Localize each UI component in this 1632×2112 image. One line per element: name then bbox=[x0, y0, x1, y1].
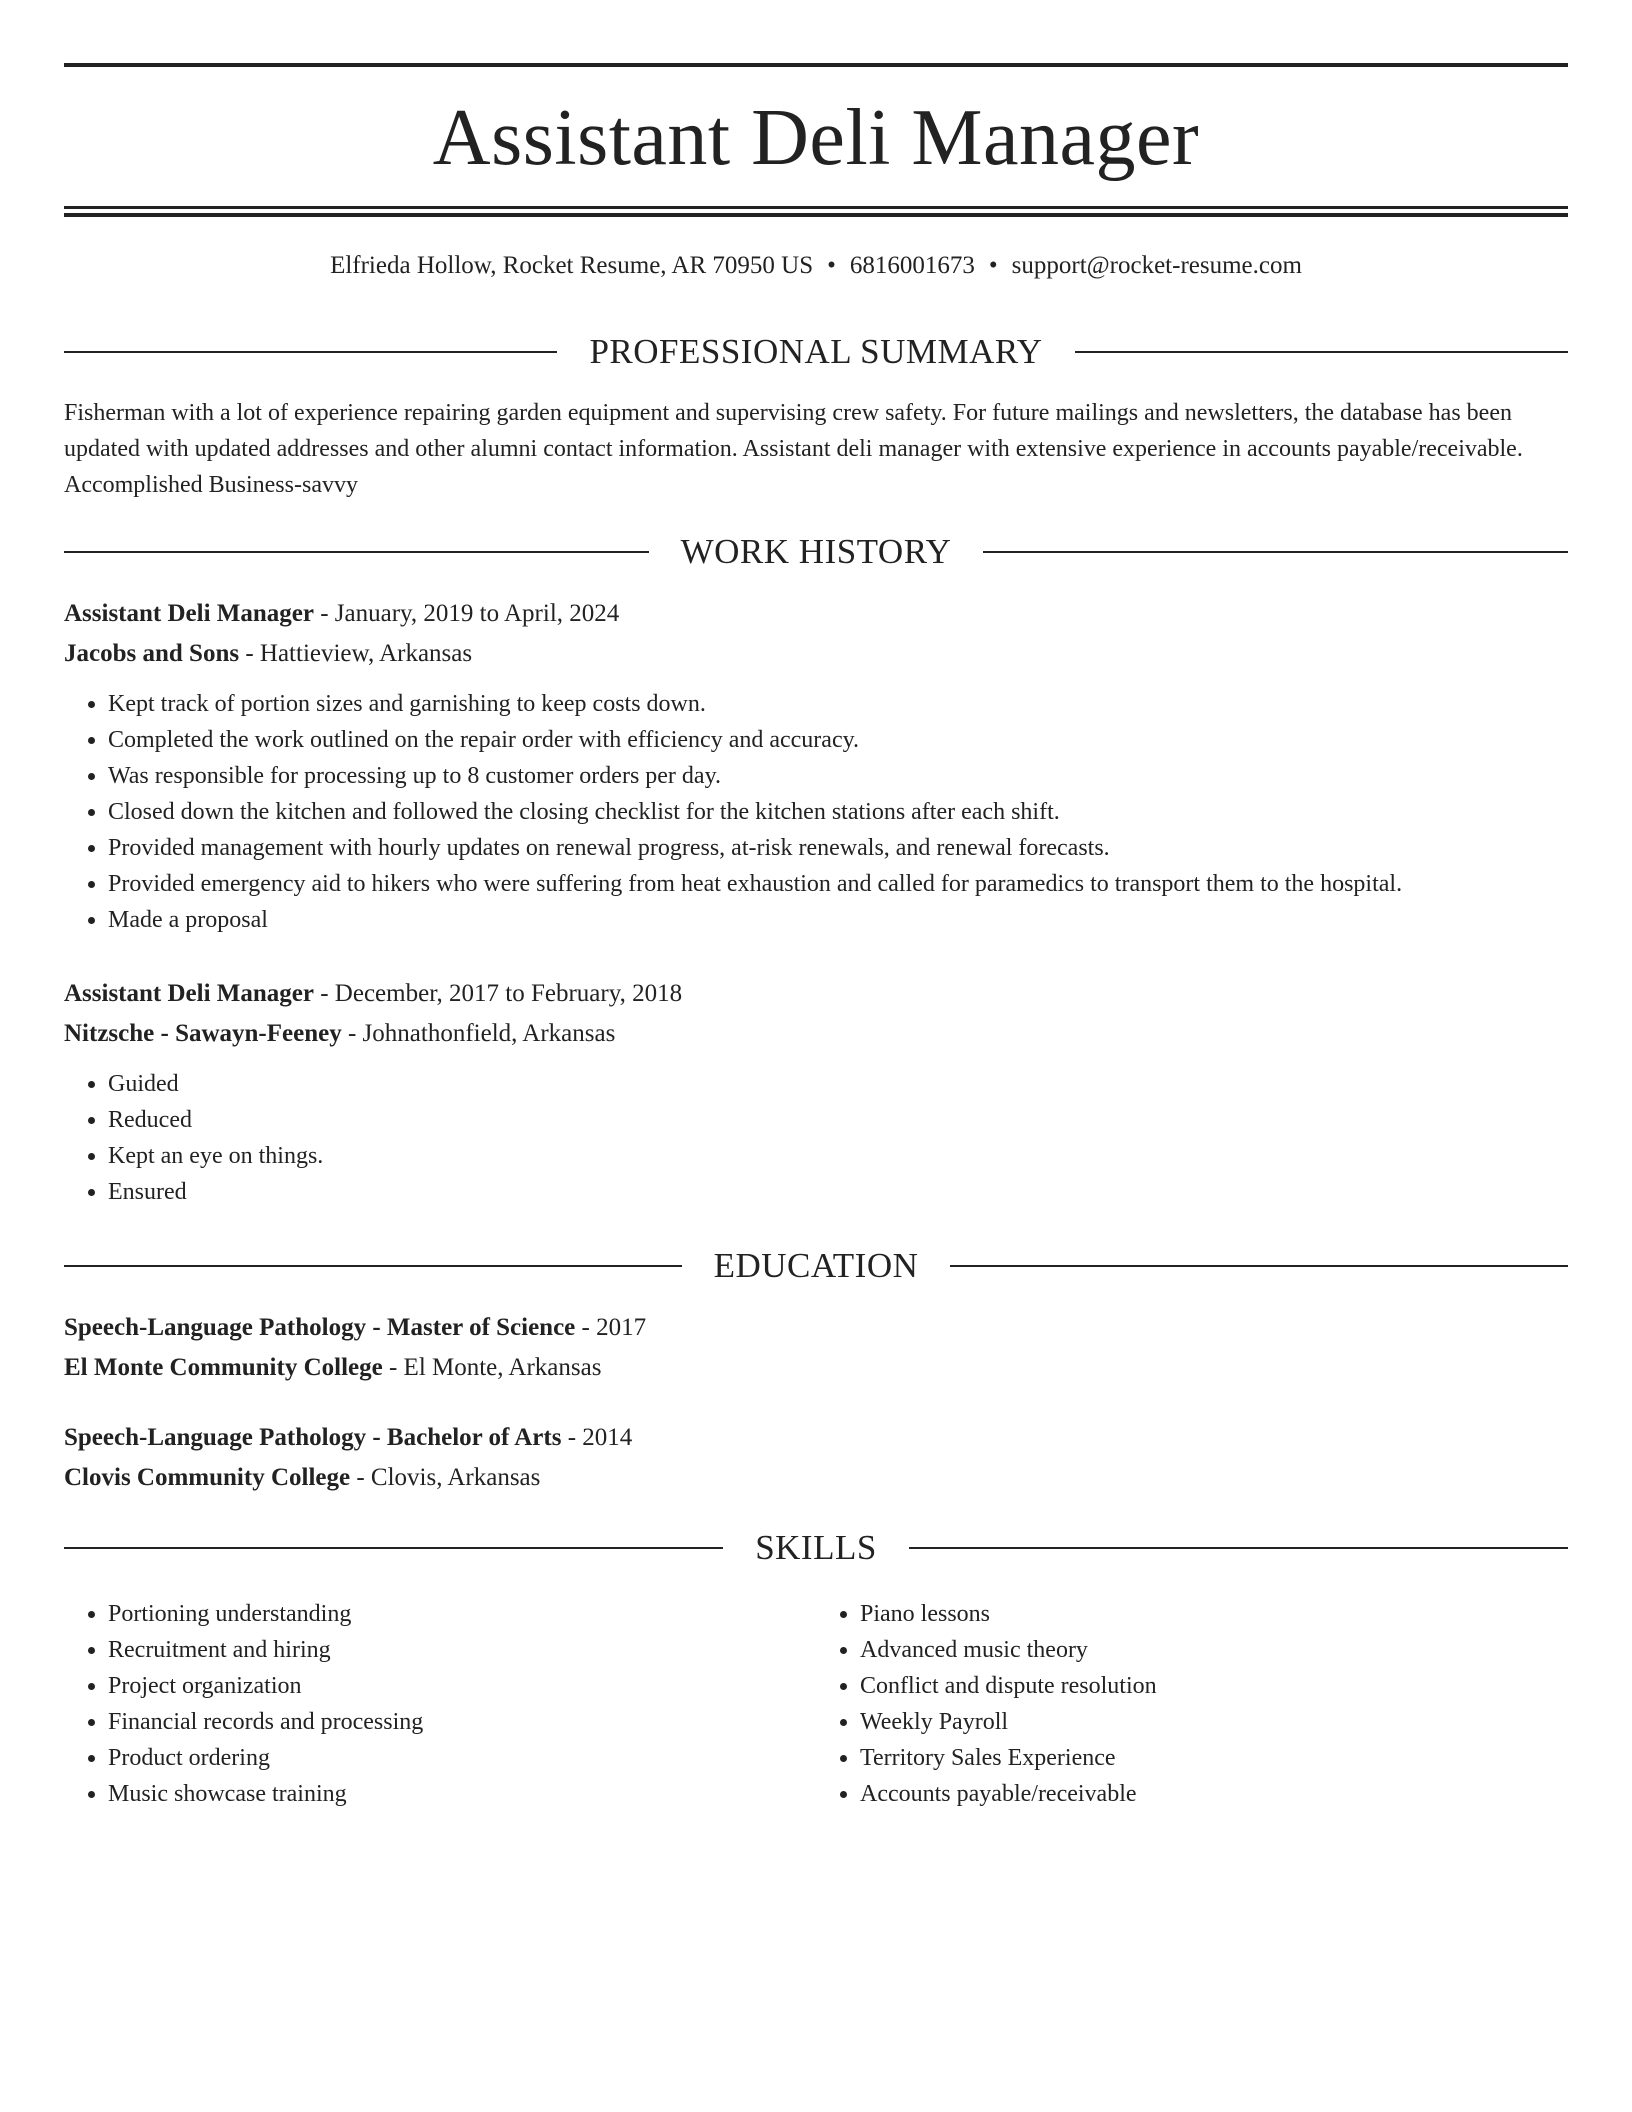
education-school-line bbox=[64, 1348, 1568, 1388]
divider-line bbox=[64, 1265, 682, 1267]
list-item: • Provided management with hourly updates on renewal progress, at-risk renewals, and renewal forecasts. bbox=[108, 830, 1568, 866]
work-company: Nitzsche - Sawayn-Feeney bbox=[64, 1020, 342, 1047]
education-location: - Clovis, Arkansas bbox=[350, 1464, 541, 1491]
list-item: • Kept an eye on things. bbox=[108, 1138, 1568, 1174]
education-year: - 2017 bbox=[575, 1314, 647, 1341]
list-item: • Guided bbox=[108, 1066, 1568, 1102]
section-title: EDUCATION bbox=[713, 1246, 919, 1285]
contact-line bbox=[64, 252, 1568, 280]
work-location: - Johnathonfield, Arkansas bbox=[341, 1020, 616, 1047]
summary-text: Fisherman with a lot of experience repairing garden equipment and supervising crew safety. For future mailings and newsletters, the database has been updated with updated addresses and other alumni contact information. Assistant deli manager with extensive experience in accounts payable/receivable. Accomplished Business-savvy bbox=[64, 400, 1523, 498]
divider-line bbox=[983, 551, 1568, 553]
skill-item: • Portioning understanding bbox=[108, 1596, 816, 1632]
contact-phone: 6816001673 bbox=[849, 252, 975, 279]
section-title: WORK HISTORY bbox=[680, 532, 952, 571]
work-entry bbox=[64, 594, 1568, 938]
education-entry bbox=[64, 1308, 1568, 1388]
section-title: PROFESSIONAL SUMMARY bbox=[589, 332, 1043, 371]
education-school: El Monte Community College bbox=[64, 1354, 383, 1381]
section-header-work bbox=[64, 530, 1568, 574]
work-role-line bbox=[64, 594, 1568, 634]
section-header-education bbox=[64, 1244, 1568, 1288]
skills-list-left bbox=[64, 1596, 816, 1812]
skill-item: • Recruitment and hiring bbox=[108, 1632, 816, 1668]
divider-line bbox=[64, 1547, 723, 1549]
skill-item: • Advanced music theory bbox=[860, 1632, 1568, 1668]
title-double-rule-bottom bbox=[64, 213, 1568, 217]
skill-item: • Music showcase training bbox=[108, 1776, 816, 1812]
education-degree-line bbox=[64, 1308, 1568, 1348]
contact-separator: • bbox=[988, 252, 998, 279]
contact-separator: • bbox=[827, 252, 836, 279]
top-rule bbox=[64, 63, 1568, 67]
skills-list-right bbox=[816, 1596, 1568, 1812]
divider-line bbox=[1075, 351, 1568, 353]
list-item: • Ensured bbox=[108, 1174, 1568, 1210]
skill-item: • Piano lessons bbox=[860, 1596, 1568, 1632]
section-header-summary bbox=[64, 330, 1568, 374]
skill-item: • Weekly Payroll bbox=[860, 1704, 1568, 1740]
education-school: Clovis Community College bbox=[64, 1464, 351, 1491]
title-double-rule-top bbox=[64, 206, 1568, 209]
list-item: • Closed down the kitchen and followed the closing checklist for the kitchen stations after each shift. bbox=[108, 794, 1568, 830]
work-dates: - January, 2019 to April, 2024 bbox=[313, 600, 620, 627]
education-entry bbox=[64, 1418, 1568, 1498]
skill-item: • Project organization bbox=[108, 1668, 816, 1704]
skill-item: • Financial records and processing bbox=[108, 1704, 816, 1740]
work-dates: - December, 2017 to February, 2018 bbox=[313, 980, 683, 1007]
resume-title: Assistant Deli Manager bbox=[432, 94, 1200, 182]
list-item: • Provided emergency aid to hikers who were suffering from heat exhaustion and called for paramedics to transport them to the hospital. bbox=[108, 866, 1568, 902]
divider-line bbox=[64, 351, 557, 353]
list-item: • Made a proposal bbox=[108, 902, 1568, 938]
work-role: Assistant Deli Manager bbox=[64, 600, 314, 627]
education-degree-line bbox=[64, 1418, 1568, 1458]
skill-item: • Territory Sales Experience bbox=[860, 1740, 1568, 1776]
work-bullets bbox=[64, 1066, 1568, 1210]
list-item: • Completed the work outlined on the repair order with efficiency and accuracy. bbox=[108, 722, 1568, 758]
list-item: • Kept track of portion sizes and garnishing to keep costs down. bbox=[108, 686, 1568, 722]
work-company-line bbox=[64, 634, 1568, 674]
list-item: • Reduced bbox=[108, 1102, 1568, 1138]
section-header-skills bbox=[64, 1526, 1568, 1570]
divider-line bbox=[909, 1547, 1568, 1549]
skills-columns bbox=[64, 1596, 1568, 1812]
skill-item: • Conflict and dispute resolution bbox=[860, 1668, 1568, 1704]
list-item: • Was responsible for processing up to 8 customer orders per day. bbox=[108, 758, 1568, 794]
education-degree: Speech-Language Pathology - Master of Science bbox=[64, 1314, 576, 1341]
work-role-line bbox=[64, 974, 1568, 1014]
work-company-line bbox=[64, 1014, 1568, 1054]
work-bullets bbox=[64, 686, 1568, 938]
work-role: Assistant Deli Manager bbox=[64, 980, 314, 1007]
education-location: - El Monte, Arkansas bbox=[382, 1354, 602, 1381]
divider-line bbox=[950, 1265, 1568, 1267]
education-degree: Speech-Language Pathology - Bachelor of Arts bbox=[64, 1424, 562, 1451]
contact-address: Elfrieda Hollow, Rocket Resume, AR 70950 US bbox=[330, 252, 814, 279]
skill-item: • Product ordering bbox=[108, 1740, 816, 1776]
education-year: - 2014 bbox=[561, 1424, 633, 1451]
skill-item: • Accounts payable/receivable bbox=[860, 1776, 1568, 1812]
education-school-line bbox=[64, 1458, 1568, 1498]
divider-line bbox=[64, 551, 649, 553]
contact-email: support@rocket-resume.com bbox=[1011, 252, 1302, 279]
section-title: SKILLS bbox=[755, 1528, 877, 1567]
work-location: - Hattieview, Arkansas bbox=[239, 640, 473, 667]
work-entry bbox=[64, 974, 1568, 1210]
work-company: Jacobs and Sons bbox=[64, 640, 240, 667]
